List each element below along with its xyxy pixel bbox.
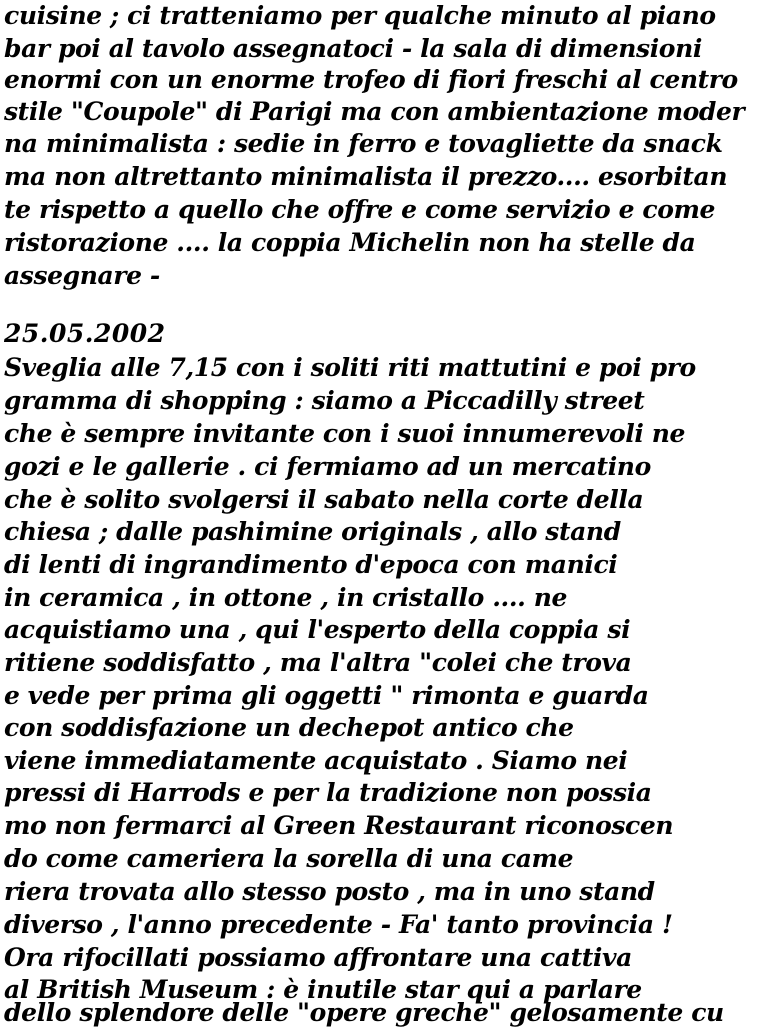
text-line: cuisine ; ci tratteniamo per qualche minuto al piano bbox=[4, 1, 716, 30]
text-line: te rispetto a quello che offre e come servizio e come bbox=[4, 195, 716, 224]
text-line: ritiene soddisfatto , ma l'altra "colei che trova bbox=[4, 648, 632, 677]
text-line: viene immediatamente acquistato . Siamo nei bbox=[4, 746, 628, 775]
entry-date: 25.05.2002 bbox=[4, 319, 166, 348]
text-line: che è solito svolgersi il sabato nella corte della bbox=[4, 485, 644, 514]
text-line: al British Museum : è inutile star qui a parlare bbox=[4, 975, 642, 1004]
text-line: di lenti di ingrandimento d'epoca con manici bbox=[4, 550, 618, 579]
text-line: dello splendore delle "opere greche" gelosamente cu bbox=[4, 998, 724, 1027]
text-line: bar poi al tavolo assegnatoci - la sala di dimensioni bbox=[4, 34, 702, 63]
text-line: do come cameriera la sorella di una came bbox=[4, 844, 574, 873]
text-line: in ceramica , in ottone , in cristallo .... ne bbox=[4, 583, 568, 612]
text-line: con soddisfazione un dechepot antico che bbox=[4, 713, 574, 742]
text-line: gozi e le gallerie . ci fermiamo ad un mercatino bbox=[4, 452, 651, 481]
text-line: enormi con un enorme trofeo di fiori freschi al centro bbox=[4, 65, 738, 94]
text-line: riera trovata allo stesso posto , ma in uno stand bbox=[4, 877, 655, 906]
text-line: gramma di shopping : siamo a Piccadilly street bbox=[4, 386, 645, 415]
text-line: Ora rifocillati possiamo affrontare una cattiva bbox=[4, 943, 632, 972]
text-line: acquistiamo una , qui l'esperto della coppia si bbox=[4, 615, 631, 644]
text-line: Sveglia alle 7,15 con i soliti riti mattutini e poi pro bbox=[4, 353, 696, 382]
text-line: ristorazione .... la coppia Michelin non ha stelle da bbox=[4, 228, 696, 257]
text-line: mo non fermarci al Green Restaurant riconoscen bbox=[4, 811, 674, 840]
text-line: stile "Coupole" di Parigi ma con ambientazione moder bbox=[4, 97, 745, 126]
text-line: pressi di Harrods e per la tradizione non possia bbox=[4, 778, 652, 807]
text-line: diverso , l'anno precedente - Fa' tanto provincia ! bbox=[4, 910, 673, 939]
text-line: assegnare - bbox=[4, 261, 160, 290]
text-line: che è sempre invitante con i suoi innumerevoli ne bbox=[4, 419, 686, 448]
text-line: ma non altrettanto minimalista il prezzo.... esorbitan bbox=[4, 162, 728, 191]
text-line: na minimalista : sedie in ferro e tovagliette da snack bbox=[4, 129, 723, 158]
text-line: chiesa ; dalle pashimine originals , allo stand bbox=[4, 517, 621, 546]
text-line: e vede per prima gli oggetti " rimonta e guarda bbox=[4, 681, 649, 710]
